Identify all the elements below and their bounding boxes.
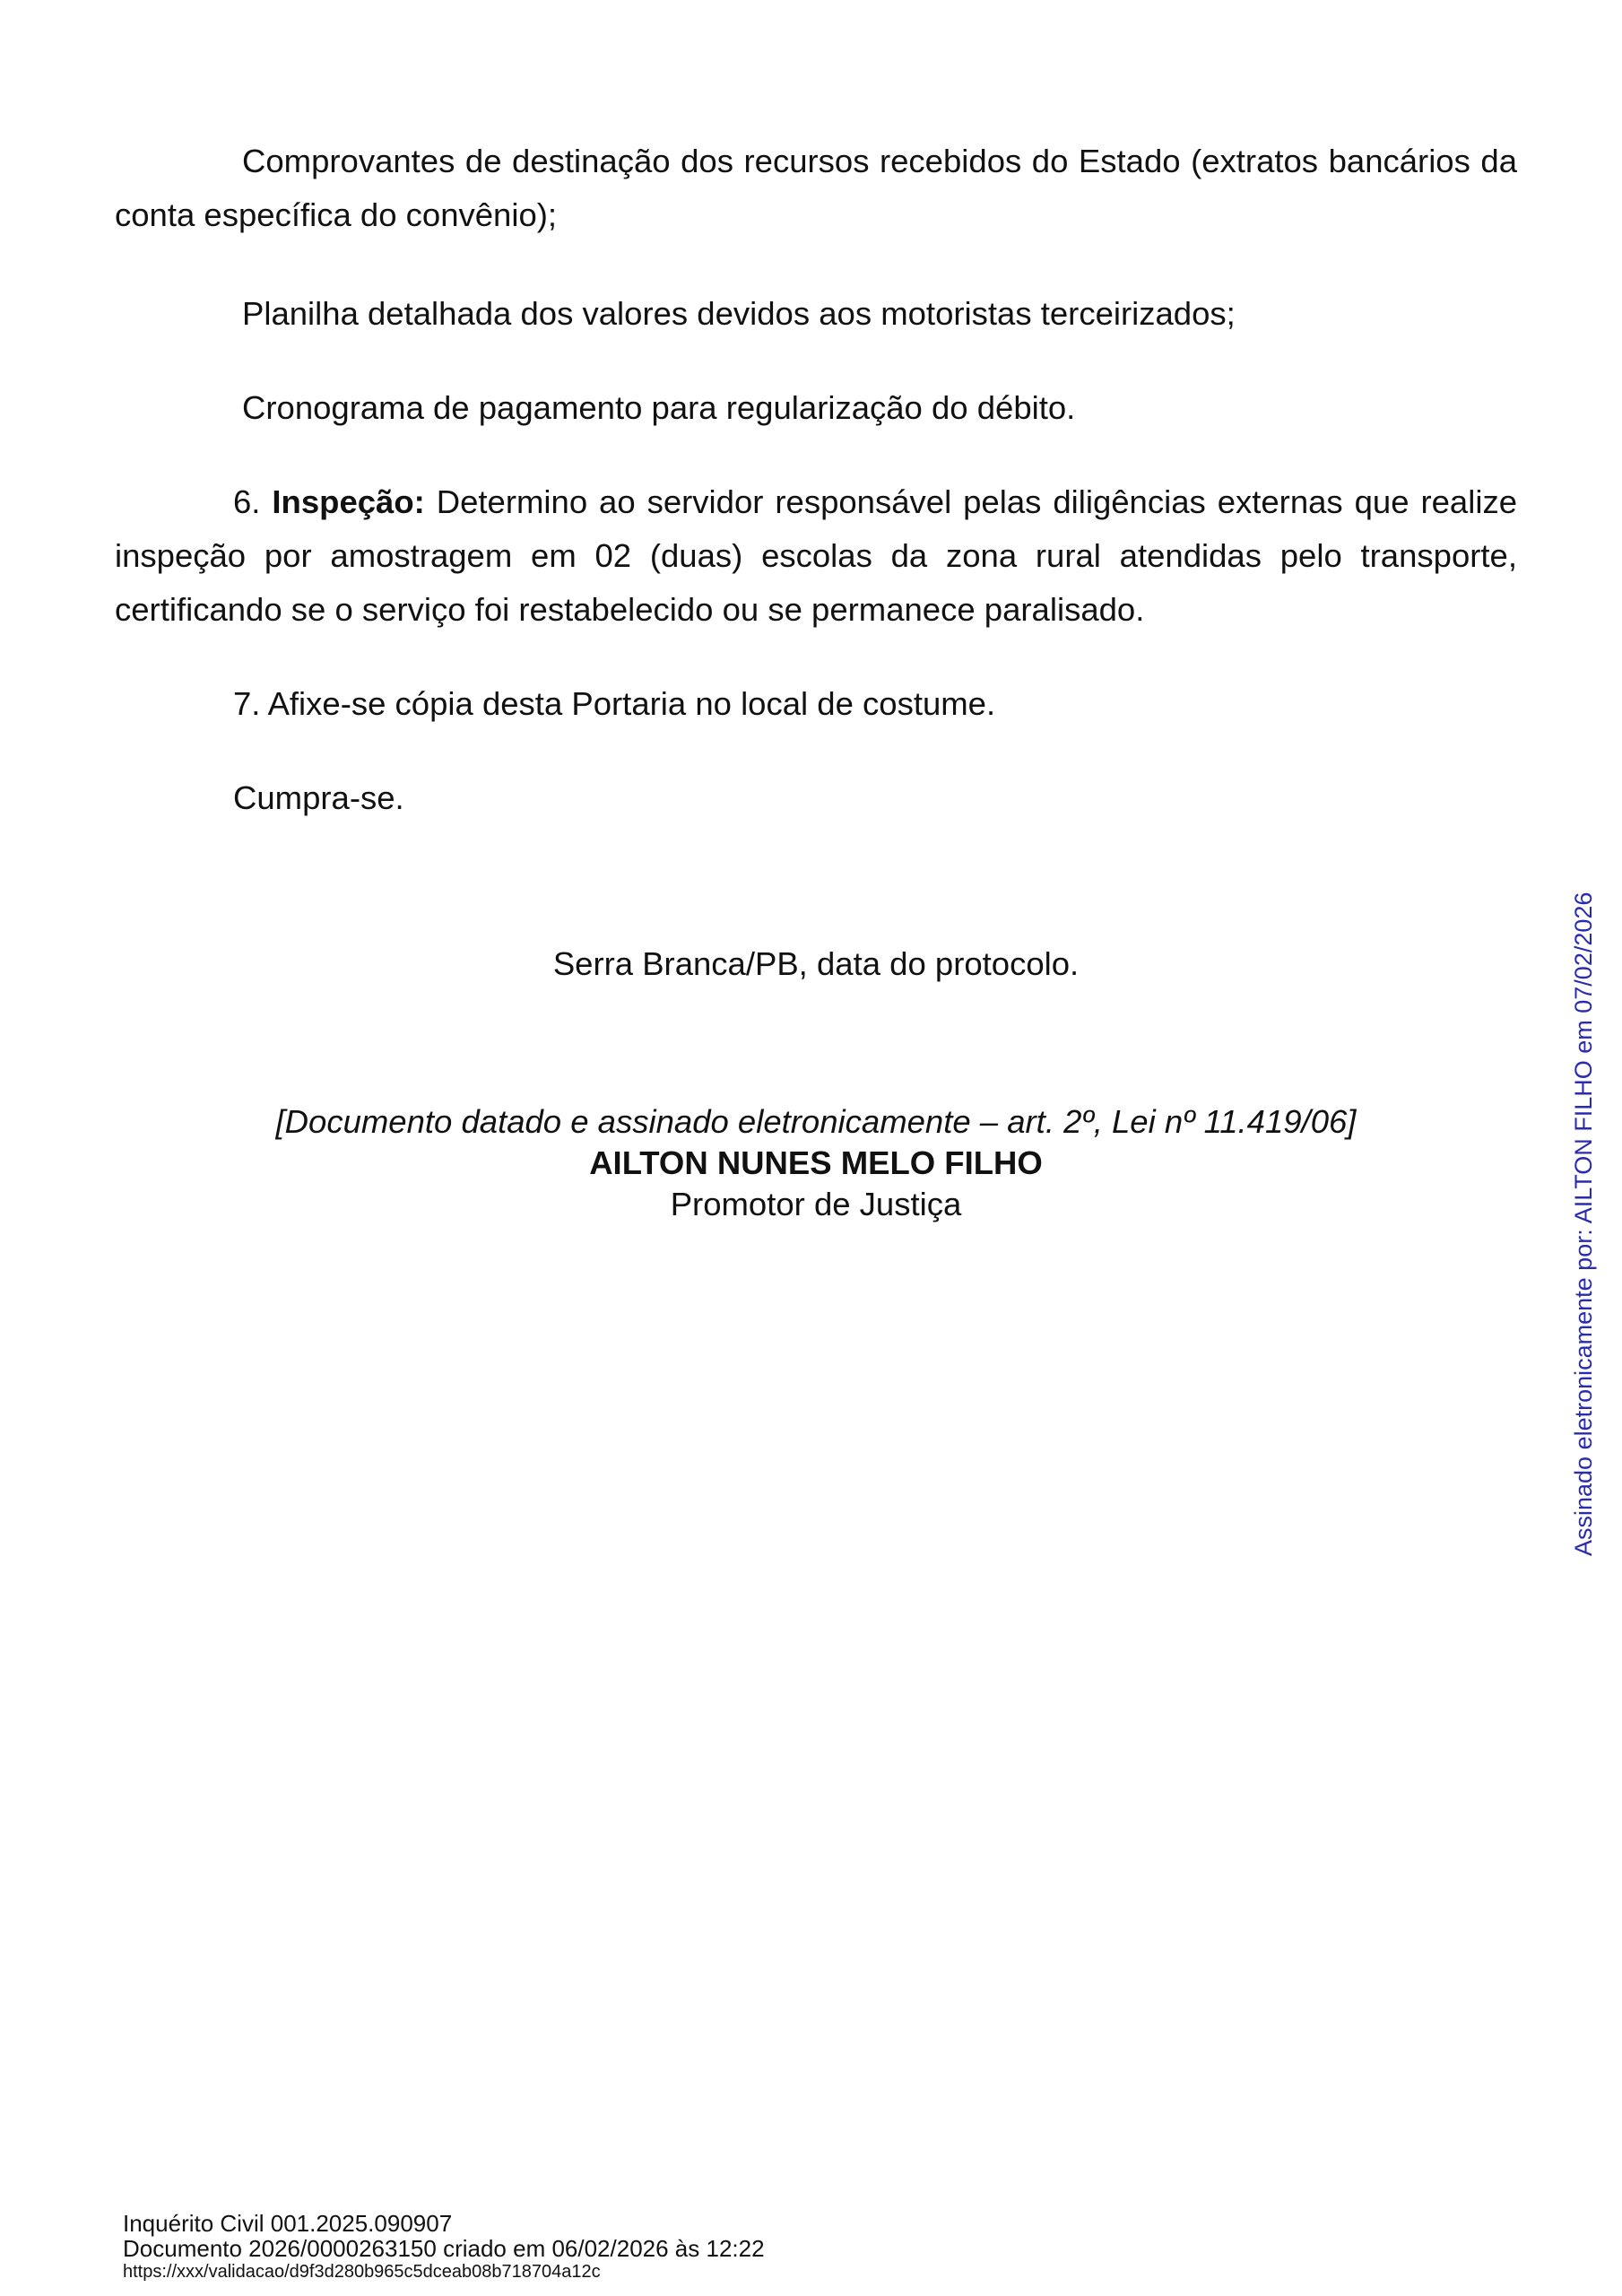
- paragraph-item-6: [115, 475, 1517, 637]
- paragraph-comprovantes: Comprovantes de destinação dos recursos recebidos do Estado (extratos bancários da conta específica do convênio);: [115, 143, 1517, 233]
- electronic-signature-text: Assinado eletronicamente por: AILTON FILHO em 07/02/2026: [1570, 891, 1597, 1556]
- item-6-text: Determino ao servidor responsável pelas diligências externas que realize inspeção por amostragem em 02 (duas) escolas da zona rural atendidas pelo transporte, certificando se o serviço foi restabelecido ou se permanece paralisado.: [115, 483, 1517, 628]
- signature-block: [115, 1101, 1517, 1225]
- electronic-signature-stamp: [1565, 861, 1600, 1561]
- document-footer: [123, 2211, 765, 2283]
- paragraph-item-7: 7. Afixe-se cópia desta Portaria no local de costume.: [233, 685, 996, 722]
- footer-inquerito: Inquérito Civil 001.2025.090907: [123, 2210, 453, 2237]
- signature-note: [Documento datado e assinado eletronicamente – art. 2º, Lei nº 11.419/06]: [275, 1103, 1357, 1140]
- signatory-name: AILTON NUNES MELO FILHO: [589, 1144, 1043, 1181]
- item-6-label: Inspeção:: [272, 483, 425, 520]
- paragraph-closing: Cumpra-se.: [233, 779, 404, 816]
- signatory-role: Promotor de Justiça: [670, 1186, 962, 1222]
- paragraph-planilha: Planilha detalhada dos valores devidos aos motoristas terceirizados;: [242, 295, 1236, 332]
- place-date: Serra Branca/PB, data do protocolo.: [552, 945, 1080, 982]
- paragraph-cronograma: Cronograma de pagamento para regularização do débito.: [242, 389, 1076, 426]
- footer-documento: Documento 2026/0000263150 criado em 06/02/2026 às 12:22: [123, 2235, 765, 2262]
- footer-validation-link[interactable]: https://xxx/validacao/d9f3d280b965c5dceab08b718704a12c: [123, 2262, 601, 2282]
- item-6-number: 6.: [233, 483, 261, 520]
